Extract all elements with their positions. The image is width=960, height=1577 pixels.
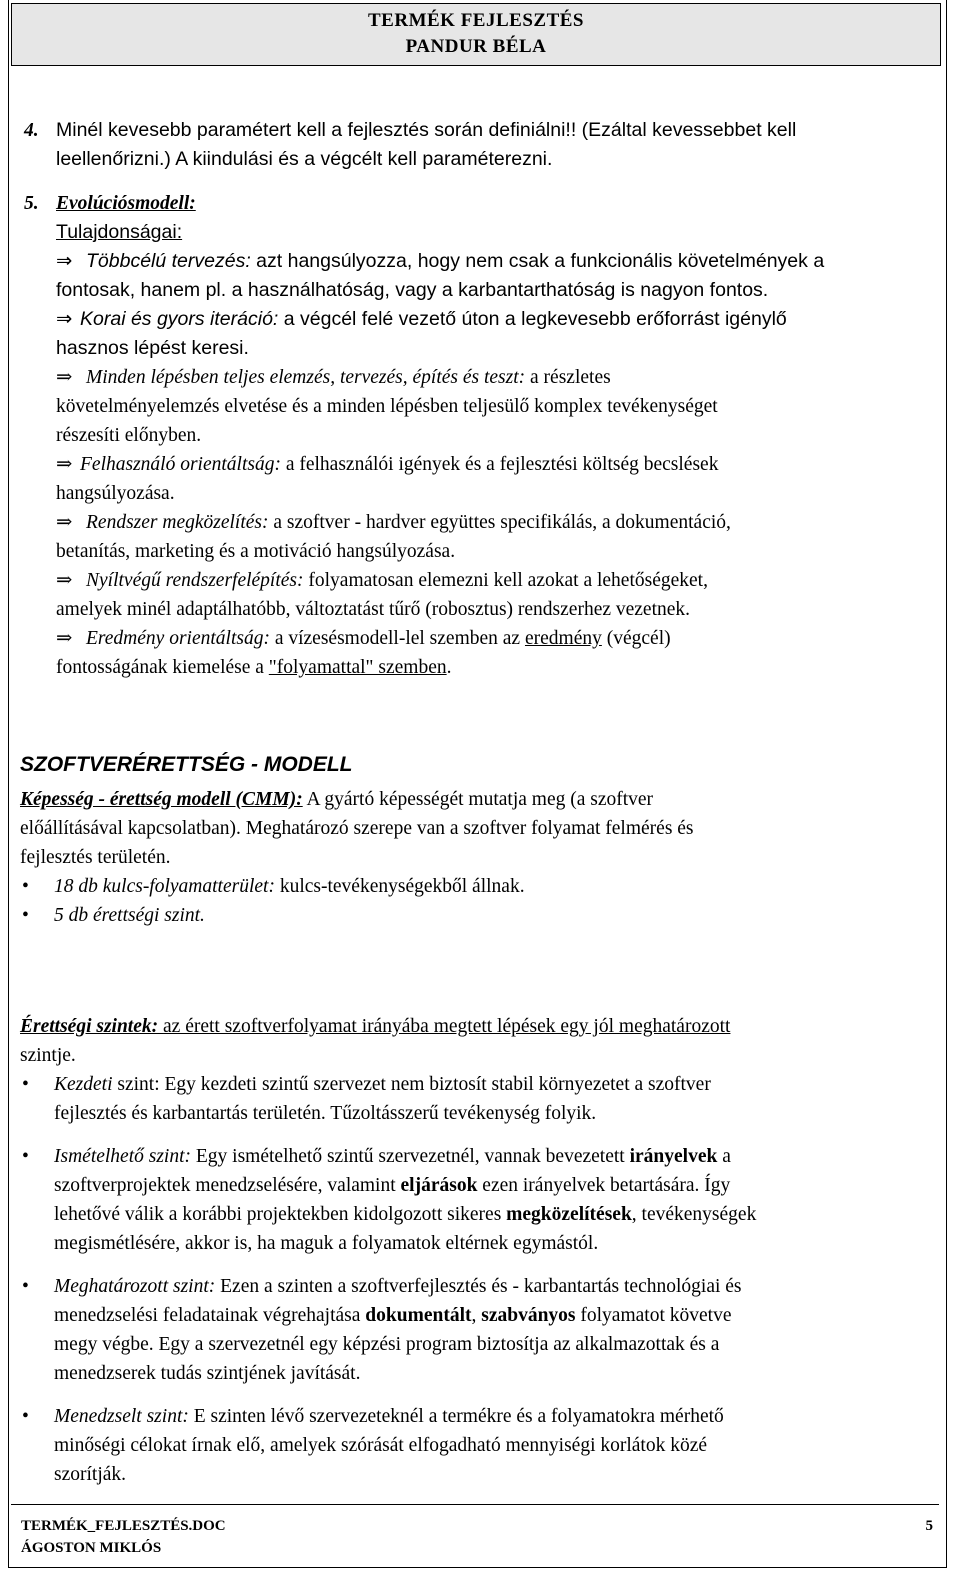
property-text: a részletes: [525, 367, 611, 388]
level-text: szint: Egy kezdeti szintű szervezet nem biztosít stabil környezetet a szoftver: [112, 1074, 711, 1095]
list-item-term: 18 db kulcs-folyamatterület:: [54, 876, 275, 897]
level-text: szoftverprojektek menedzselésére, valamint: [54, 1175, 401, 1196]
list-item: [20, 901, 922, 930]
bullet-icon: •: [22, 876, 29, 897]
property-term: Nyíltvégű rendszerfelépítés:: [86, 570, 304, 591]
property-text: hangsúlyozása.: [56, 483, 175, 504]
level-text: , tevékenységek: [631, 1204, 757, 1225]
level-text: szorítják.: [54, 1464, 127, 1485]
bullet-icon: •: [22, 1276, 29, 1297]
level-text: megy végbe. Egy a szervezetnél egy képzési program biztosítja az alkalmazottak és a: [54, 1334, 720, 1355]
level-text: ,: [471, 1305, 482, 1326]
page-header: [11, 3, 941, 66]
level-term: Ismételhető szint:: [54, 1146, 192, 1167]
page-footer: [11, 1504, 939, 1560]
list-item-text: kulcs-tevékenységekből állnak.: [274, 876, 525, 897]
page-number: 5: [925, 1518, 933, 1534]
list-item: [20, 872, 922, 901]
level-text: Egy ismételhető szintű szervezetnél, vannak bevezetett: [191, 1146, 630, 1167]
bold-term: megközelítések: [506, 1204, 632, 1225]
evolution-properties: [24, 247, 922, 682]
document-body: [20, 116, 922, 1489]
implies-arrow-icon: ⇒: [56, 367, 73, 388]
property-text: fontosságának kiemelése a: [56, 657, 269, 678]
item-5-subtitle: Tulajdonságai:: [56, 221, 183, 243]
level-initial: [20, 1070, 922, 1128]
bullet-icon: •: [22, 905, 29, 926]
property-text: fontosak, hanem pl. a használhatóság, vagy a karbantarthatóság is nagyon fontos.: [56, 279, 769, 301]
footer-filename: TERMÉK_FEJLESZTÉS.DOC: [21, 1518, 226, 1534]
level-defined: [20, 1272, 922, 1388]
property-text: hasznos lépést keresi.: [56, 337, 249, 359]
level-text: E szinten lévő szervezeteknél a termékre és a folyamatokra mérhető: [188, 1406, 724, 1427]
bold-term: irányelvek: [629, 1146, 718, 1167]
levels-term: Érettségi szintek:: [20, 1016, 164, 1037]
implies-arrow-icon: ⇒: [56, 250, 73, 272]
level-text: menedzselési feladatainak végrehajtása: [54, 1305, 366, 1326]
property-text: betanítás, marketing és a motiváció hangsúlyozása.: [56, 541, 456, 562]
level-text: Ezen a szinten a szoftverfejlesztés és - karbantartás technológiai és: [215, 1276, 742, 1297]
property-text: amelyek minél adaptálhatóbb, változtatást tűrő (robosztus) rendszerhez vezetnek.: [56, 599, 691, 620]
property-text: a végcél felé vezető úton a legkevesebb erőforrást igénylő: [278, 308, 787, 330]
cmm-text: előállításával kapcsolatban). Meghatározó szerepe van a szoftver folyamat felmérés és: [20, 818, 694, 839]
list-item-term: 5 db érettségi szint.: [54, 905, 205, 926]
property-text: részesíti előnyben.: [56, 425, 202, 446]
level-term: Kezdeti: [54, 1074, 113, 1095]
cmm-text: A gyártó képességét mutatja meg (a szoftver: [302, 789, 654, 810]
property-term: Eredmény orientáltság:: [86, 628, 270, 649]
header-author: PANDUR BÉLA: [405, 36, 547, 57]
implies-arrow-icon: ⇒: [56, 512, 73, 533]
level-term: Meghatározott szint:: [54, 1276, 216, 1297]
level-text: fejlesztés és karbantartás területén. Tűzoltásszerű tevékenység folyik.: [54, 1103, 597, 1124]
bullet-icon: •: [22, 1074, 29, 1095]
level-managed: [20, 1402, 922, 1489]
property-term: Korai és gyors iteráció:: [80, 308, 279, 330]
level-text: folyamatot követve: [575, 1305, 732, 1326]
level-term: Menedzselt szint:: [54, 1406, 189, 1427]
property-term: Rendszer megközelítés:: [86, 512, 269, 533]
level-text: ezen irányelvek betartására. Így: [477, 1175, 731, 1196]
item-4-line2: leellenőrizni.) A kiindulási és a végcélt kell paraméterezni.: [56, 148, 553, 170]
levels-text: az érett szoftverfolyamat irányába megtett lépések egy jól meghatározott: [163, 1016, 731, 1037]
item-5-title: Evolúciósmodell:: [56, 193, 196, 214]
level-text: minőségi célokat írnak elő, amelyek szórását elfogadható mennyiségi korlátok közé: [54, 1435, 708, 1456]
property-text: folyamatosan elemezni kell azokat a lehetőségeket,: [303, 570, 708, 591]
cmm-section: [20, 750, 922, 930]
item-4: [24, 116, 922, 174]
section-title: SZOFTVERÉRETTSÉG - MODELL: [20, 753, 353, 776]
property-text: (végcél): [601, 628, 671, 649]
underlined-term: "folyamattal" szemben: [268, 657, 447, 678]
property-term: Felhasználó orientáltság:: [80, 454, 281, 475]
underlined-term: eredmény: [524, 628, 602, 649]
cmm-term: Képesség - érettség modell (CMM):: [20, 789, 303, 810]
property-term: Minden lépésben teljes elemzés, tervezés, építés és teszt:: [86, 367, 526, 388]
level-text: lehetővé válik a korábbi projektekben kidolgozott sikeres: [54, 1204, 507, 1225]
property-text: követelményelemzés elvetése és a minden lépésben teljesülő komplex tevékenységet: [56, 396, 718, 417]
property-text: a szoftver - hardver együttes specifikálás, a dokumentáció,: [268, 512, 731, 533]
bullet-icon: •: [22, 1406, 29, 1427]
item-4-line1: Minél kevesebb paramétert kell a fejlesztés során definiálni!! (Ezáltal kevessebbet kell: [56, 119, 797, 141]
bold-term: szabványos: [481, 1305, 576, 1326]
cmm-text: fejlesztés területén.: [20, 847, 171, 868]
property-text: a vízesésmodell-lel szemben az: [269, 628, 525, 649]
level-text: a: [717, 1146, 731, 1167]
property-text: a felhasználói igények és a fejlesztési költség becslések: [280, 454, 719, 475]
bold-term: eljárások: [400, 1175, 478, 1196]
property-text: azt hangsúlyozza, hogy nem csak a funkcionális követelmények a: [250, 250, 825, 272]
item-5: [24, 189, 922, 682]
levels-text: szintje.: [20, 1045, 76, 1066]
implies-arrow-icon: ⇒: [56, 570, 73, 591]
item-number: 5.: [24, 193, 39, 214]
item-number: 4.: [24, 120, 39, 141]
header-title: TERMÉK FEJLESZTÉS: [368, 10, 584, 31]
footer-author: ÁGOSTON MIKLÓS: [21, 1540, 162, 1556]
level-repeatable: [20, 1142, 922, 1258]
bullet-icon: •: [22, 1146, 29, 1167]
level-text: menedzserek tudás szintjének javítását.: [54, 1363, 361, 1384]
implies-arrow-icon: ⇒: [56, 628, 73, 649]
bold-term: dokumentált: [365, 1305, 472, 1326]
level-text: megismétlésére, akkor is, ha maguk a folyamatok eltérnek egymástól.: [54, 1233, 599, 1254]
levels-section: [20, 1012, 922, 1489]
property-text: .: [446, 657, 452, 678]
implies-arrow-icon: ⇒: [56, 454, 73, 475]
implies-arrow-icon: ⇒: [56, 308, 73, 330]
property-term: Többcélú tervezés:: [86, 250, 251, 272]
